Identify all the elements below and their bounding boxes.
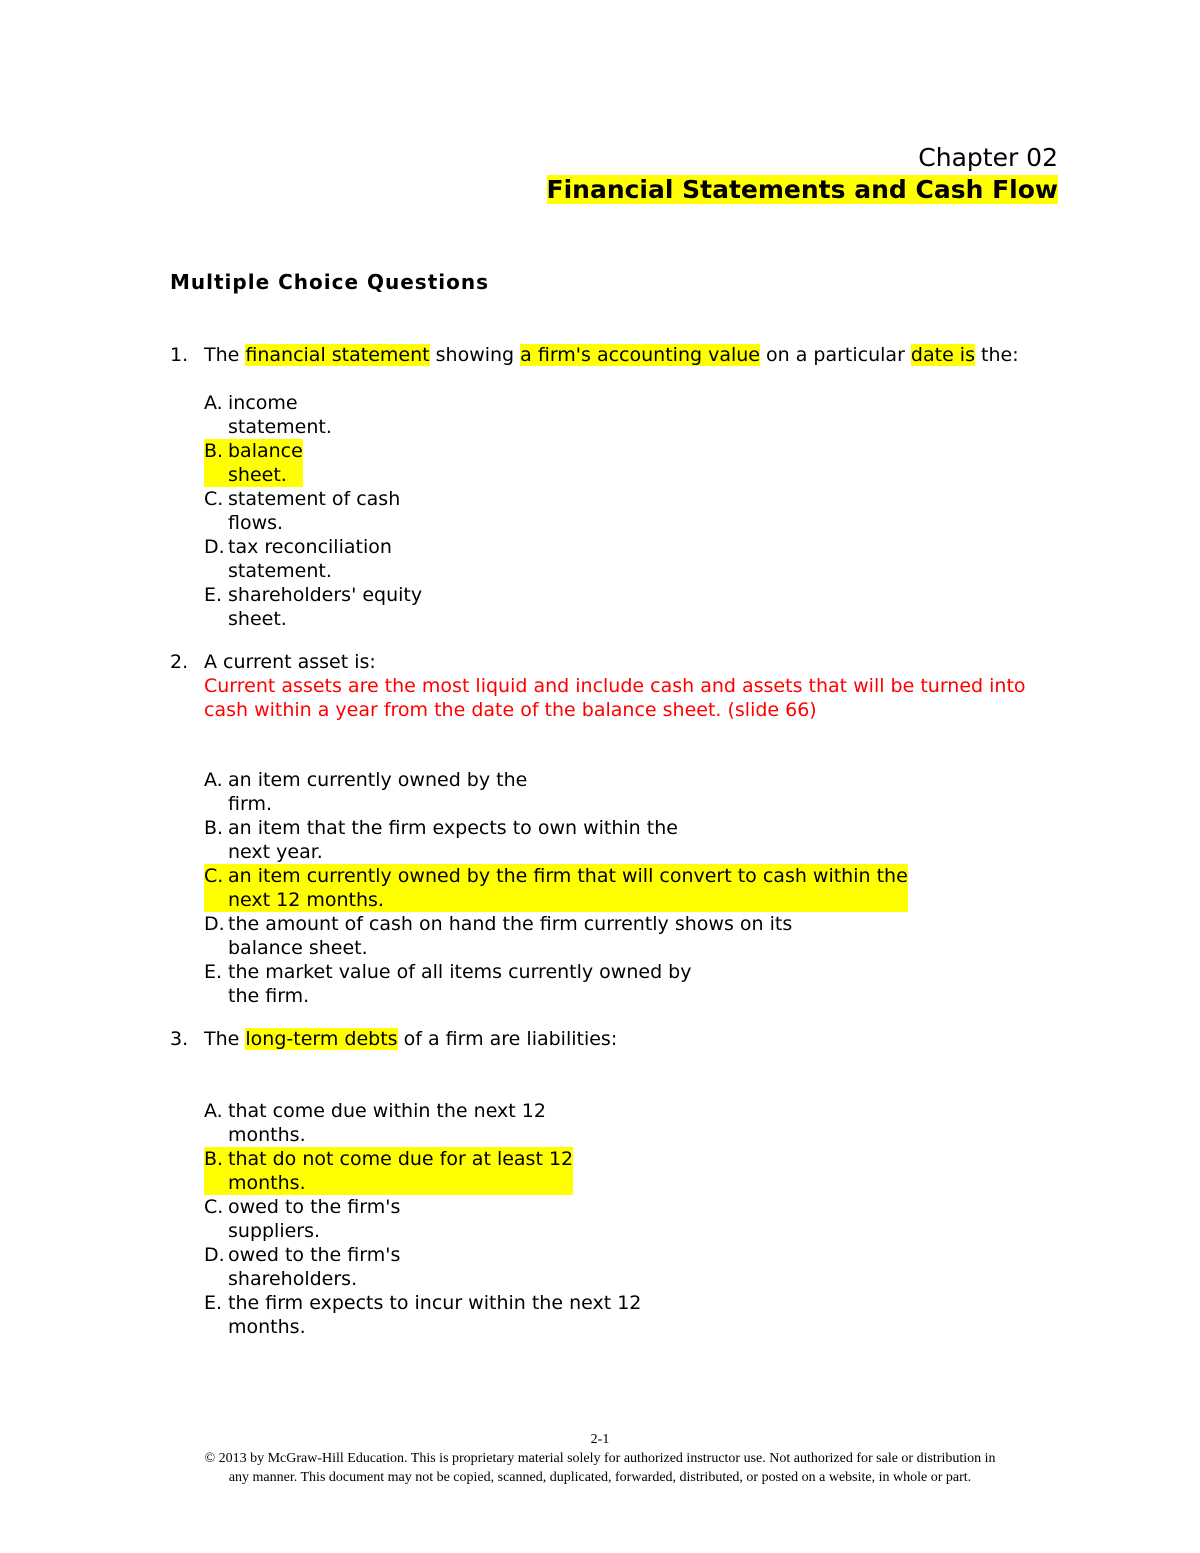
question-1 bbox=[170, 343, 1019, 631]
chapter-title bbox=[547, 174, 1059, 206]
section-title: Multiple Choice Questions bbox=[170, 270, 490, 294]
question-stem: A current asset is: bbox=[204, 651, 376, 673]
option-e: E. the market value of all items currently owned by the firm. bbox=[204, 961, 692, 1007]
option-a: A. an item currently owned by the firm. bbox=[204, 769, 528, 815]
page-number: 2-1 bbox=[590, 1432, 610, 1447]
question-number: 2. bbox=[170, 651, 189, 673]
question-number: 3. bbox=[170, 1028, 189, 1050]
copyright-line-1: © 2013 by McGraw-Hill Education. This is proprietary material solely for authorized instructor use. Not authorized for sale or distribution in bbox=[204, 1451, 996, 1466]
highlight: long-term debts bbox=[245, 1028, 398, 1050]
option-d: D. owed to the firm's shareholders. bbox=[204, 1244, 401, 1290]
highlight: a firm's accounting value bbox=[520, 344, 760, 366]
option-a: A. income statement. bbox=[204, 392, 332, 438]
option-e: E. the firm expects to incur within the next 12 months. bbox=[204, 1292, 642, 1338]
option-c: C. owed to the firm's suppliers. bbox=[204, 1196, 401, 1242]
option-b-correct: B. balance sheet. bbox=[204, 440, 303, 486]
option-c-correct: C. an item currently owned by the firm that will convert to cash within the next 12 months. bbox=[204, 865, 908, 911]
question-number: 1. bbox=[170, 344, 189, 366]
highlight: date is bbox=[910, 344, 975, 366]
question-3 bbox=[170, 1027, 641, 1339]
option-e: E. shareholders' equity sheet. bbox=[204, 584, 423, 630]
chapter-header bbox=[547, 142, 1059, 206]
chapter-title-text: Financial Statements and Cash Flow bbox=[546, 175, 1058, 204]
option-c: C. statement of cash flows. bbox=[204, 488, 401, 534]
option-b: B. an item that the firm expects to own within the next year. bbox=[204, 817, 678, 863]
option-d: D. tax reconciliation statement. bbox=[204, 536, 392, 582]
chapter-number: Chapter 02 bbox=[918, 143, 1058, 172]
question-2 bbox=[170, 650, 1064, 1008]
instructor-note: Current assets are the most liquid and include cash and assets that will be turned into cash within a year from the date of the balance sheet. (slide 66) bbox=[204, 675, 1026, 721]
options-list bbox=[204, 391, 1019, 631]
options-list bbox=[204, 1099, 641, 1339]
option-a: A. that come due within the next 12 months. bbox=[204, 1100, 546, 1146]
copyright-line-2: any manner. This document may not be copied, scanned, duplicated, forwarded, distributed, or posted on a website, in whole or part. bbox=[228, 1470, 972, 1485]
question-stem: The financial statement showing a firm's accounting value on a particular date is the: bbox=[204, 344, 1019, 366]
page-footer bbox=[150, 1430, 1050, 1487]
question-stem: The long-term debts of a firm are liabilities: bbox=[204, 1028, 618, 1050]
option-d: D. the amount of cash on hand the firm currently shows on its balance sheet. bbox=[204, 913, 793, 959]
option-b-correct: B. that do not come due for at least 12 months. bbox=[204, 1148, 574, 1194]
highlight: financial statement bbox=[245, 344, 430, 366]
options-list bbox=[204, 768, 1064, 1008]
